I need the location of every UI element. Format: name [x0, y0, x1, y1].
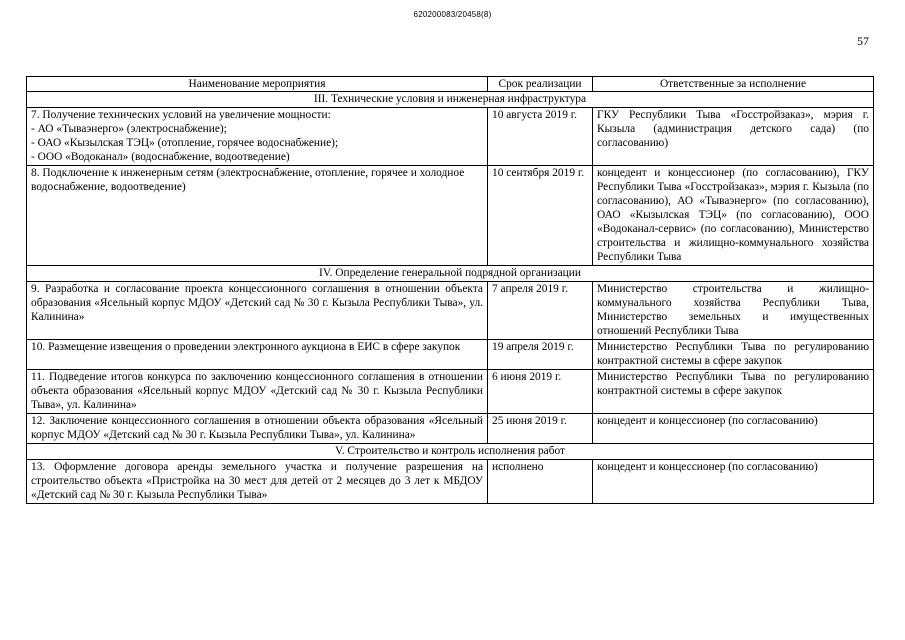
table-row	[27, 108, 874, 166]
table-row	[27, 340, 874, 370]
table-row	[27, 282, 874, 340]
responsible-cell: концедент и концессионер (по согласованию)	[593, 414, 874, 444]
table-header-row	[27, 77, 874, 92]
term-cell: 19 апреля 2019 г.	[488, 340, 593, 370]
activity-cell: 10. Размещение извещения о проведении электронного аукциона в ЕИС в сфере закупок	[27, 340, 488, 370]
responsible-cell: ГКУ Республики Тыва «Госстройзаказ», мэрия г. Кызыла (администрация детского сада) (по согласованию)	[593, 108, 874, 166]
activity-cell: 12. Заключение концессионного соглашения в отношении объекта образования «Ясельный корпус МДОУ «Детский сад № 30 г. Кызыла Республики Тыва», ул. Калинина»	[27, 414, 488, 444]
section-row	[27, 444, 874, 460]
activity-line: - ООО «Водоканал» (водоснабжение, водоотведение)	[31, 151, 290, 163]
term-cell: 10 августа 2019 г.	[488, 108, 593, 166]
table-row	[27, 370, 874, 414]
activity-line: 7. Получение технических условий на увеличение мощности:	[31, 109, 331, 121]
responsible-cell: концедент и концессионер (по согласованию), ГКУ Республики Тыва «Госстройзаказ», мэрия г. Кызыла (по согласованию), АО «Тываэнерго» (по согласованию), ОАО «Кызылская ТЭЦ» (по согласованию), ООО «Водоканал-сервис» (по согласованию), Министерство строительства и жилищно-коммунального хозяйства Республики Тыва	[593, 166, 874, 266]
activity-cell	[27, 108, 488, 166]
section-title: III. Технические условия и инженерная инфраструктура	[27, 92, 874, 108]
term-cell: 10 сентября 2019 г.	[488, 166, 593, 266]
activity-cell: 13. Оформление договора аренды земельного участка и получение разрешения на строительство объекта «Пристройка на 30 мест для детей от 2 месяцев до 3 лет к МБДОУ «Детский сад № 30 г. Кызыла Республики Тыва»	[27, 460, 488, 504]
term-cell: 25 июня 2019 г.	[488, 414, 593, 444]
activity-line: - ОАО «Кызылская ТЭЦ» (отопление, горячее водоснабжение);	[31, 137, 339, 149]
table-row	[27, 166, 874, 266]
table-row	[27, 460, 874, 504]
term-cell: исполнено	[488, 460, 593, 504]
section-row	[27, 92, 874, 108]
section-title: V. Строительство и контроль исполнения работ	[27, 444, 874, 460]
section-row	[27, 266, 874, 282]
term-cell: 6 июня 2019 г.	[488, 370, 593, 414]
activity-cell: 9. Разработка и согласование проекта концессионного соглашения в отношении объекта образования «Ясельный корпус МДОУ «Детский сад № 30 г. Кызыла Республики Тыва», ул. Калинина»	[27, 282, 488, 340]
section-title: IV. Определение генеральной подрядной организации	[27, 266, 874, 282]
responsible-cell: Министерство Республики Тыва по регулированию контрактной системы в сфере закупок	[593, 340, 874, 370]
document-id: 620200083/20458(8)	[413, 10, 492, 19]
page-number: 57	[857, 34, 869, 48]
responsible-cell: Министерство строительства и жилищно-коммунального хозяйства Республики Тыва, Министерство земельных и имущественных отношений Республики Тыва	[593, 282, 874, 340]
header-responsible: Ответственные за исполнение	[593, 77, 874, 92]
activity-cell: 8. Подключение к инженерным сетям (электроснабжение, отопление, горячее и холодное водоснабжение, водоотведение)	[27, 166, 488, 266]
responsible-cell: Министерство Республики Тыва по регулированию контрактной системы в сфере закупок	[593, 370, 874, 414]
header-term: Срок реализации	[488, 77, 593, 92]
term-cell: 7 апреля 2019 г.	[488, 282, 593, 340]
activity-cell: 11. Подведение итогов конкурса по заключению концессионного соглашения в отношении объекта образования «Ясельный корпус МДОУ «Детский сад № 30 г. Кызыла Республики Тыва», ул. Калинина»	[27, 370, 488, 414]
action-plan-table	[26, 76, 874, 504]
activity-line: - АО «Тываэнерго» (электроснабжение);	[31, 123, 227, 135]
responsible-cell: концедент и концессионер (по согласованию)	[593, 460, 874, 504]
header-activity: Наименование мероприятия	[27, 77, 488, 92]
table-row	[27, 414, 874, 444]
